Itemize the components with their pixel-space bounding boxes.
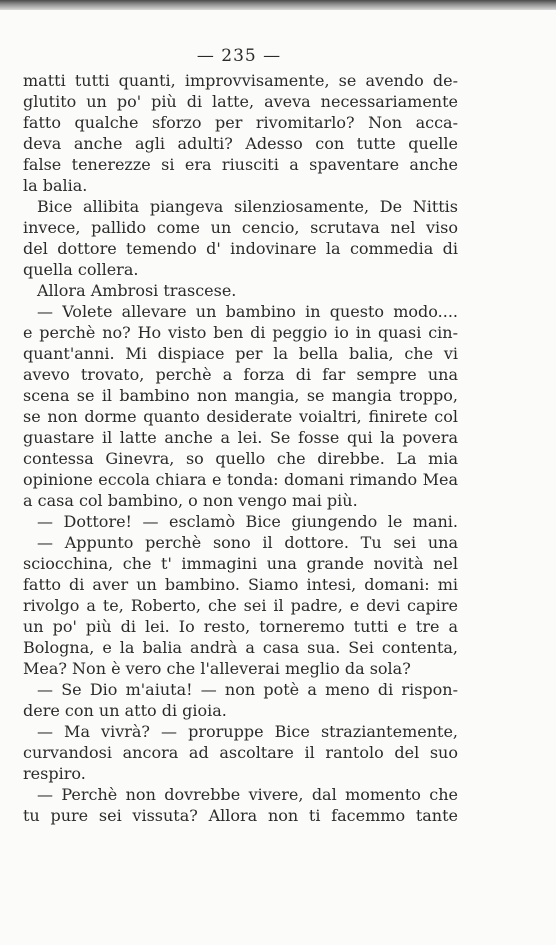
text-line: se non dorme quanto desiderate voialtri, finirete col — [23, 407, 458, 426]
text-line: Bologna, e la balia andrà a casa sua. Sei contenta, — [23, 638, 458, 657]
text-line: — Ma vivrà? — proruppe Bice straziantemente, — [37, 722, 458, 741]
text-line: deva anche agli adulti? Adesso con tutte quelle — [23, 134, 458, 153]
text-line: la balia. — [23, 176, 88, 195]
text-line: Allora Ambrosi trascese. — [37, 281, 237, 300]
text-line: Mea? Non è vero che l'alleverai meglio da sola? — [23, 659, 411, 678]
text-line: — Appunto perchè sono il dottore. Tu sei una — [37, 533, 458, 552]
text-line: — Dottore! — esclamò Bice giungendo le mani. — [37, 512, 458, 531]
text-line: — Perchè non dovrebbe vivere, dal momento che — [37, 785, 458, 804]
text-line: — Se Dio m'aiuta! — non potè a meno di rispon- — [37, 680, 458, 699]
text-line: opinione eccola chiara e tonda: domani rimando Mea — [23, 470, 458, 489]
text-line: quant'anni. Mi dispiace per la bella balia, che vi — [23, 344, 458, 363]
text-line: false tenerezze si era riusciti a spaventare anche — [23, 155, 458, 174]
text-line: invece, pallido come un cencio, scrutava nel viso — [23, 218, 458, 237]
text-line: rivolgo a te, Roberto, che sei il padre, e devi capire — [23, 596, 458, 615]
text-line: sciocchina, che t' immagini una grande novità nel — [23, 554, 458, 573]
page-number: — 235 — — [196, 46, 282, 66]
body-text — [23, 70, 458, 826]
text-line: — Volete allevare un bambino in questo modo.... — [37, 302, 458, 321]
text-line: Bice allibita piangeva silenziosamente, De Nittis — [37, 197, 458, 216]
text-line: quella collera. — [23, 260, 139, 279]
text-line: a casa col bambino, o non vengo mai più. — [23, 491, 358, 510]
text-line: avevo trovato, perchè a forza di far sempre una — [23, 365, 458, 384]
text-line: glutito un po' più di latte, aveva necessariamente — [23, 92, 458, 111]
text-line: del dottore temendo d' indovinare la commedia di — [23, 239, 458, 258]
text-line: contessa Ginevra, so quello che direbbe. La mia — [23, 449, 458, 468]
scan-top-edge — [0, 0, 556, 10]
text-line: respiro. — [23, 764, 86, 783]
text-line: guastare il latte anche a lei. Se fosse qui la povera — [23, 428, 458, 447]
text-line: fatto qualche sforzo per rivomitarlo? Non acca- — [23, 113, 458, 132]
text-line: fatto di aver un bambino. Siamo intesi, domani: mi — [23, 575, 458, 594]
text-line: curvandosi ancora ad ascoltare il rantolo del suo — [23, 743, 458, 762]
text-line: matti tutti quanti, improvvisamente, se avendo de- — [23, 71, 458, 90]
book-page — [0, 10, 556, 945]
text-line: dere con un atto di gioia. — [23, 701, 227, 720]
text-line: scena se il bambino non mangia, se mangia troppo, — [23, 386, 458, 405]
text-line: e perchè no? Ho visto ben di peggio io in quasi cin- — [23, 323, 458, 342]
text-line: un po' più di lei. Io resto, torneremo tutti e tre a — [23, 617, 458, 636]
text-line: tu pure sei vissuta? Allora non ti facemmo tante — [23, 806, 458, 825]
